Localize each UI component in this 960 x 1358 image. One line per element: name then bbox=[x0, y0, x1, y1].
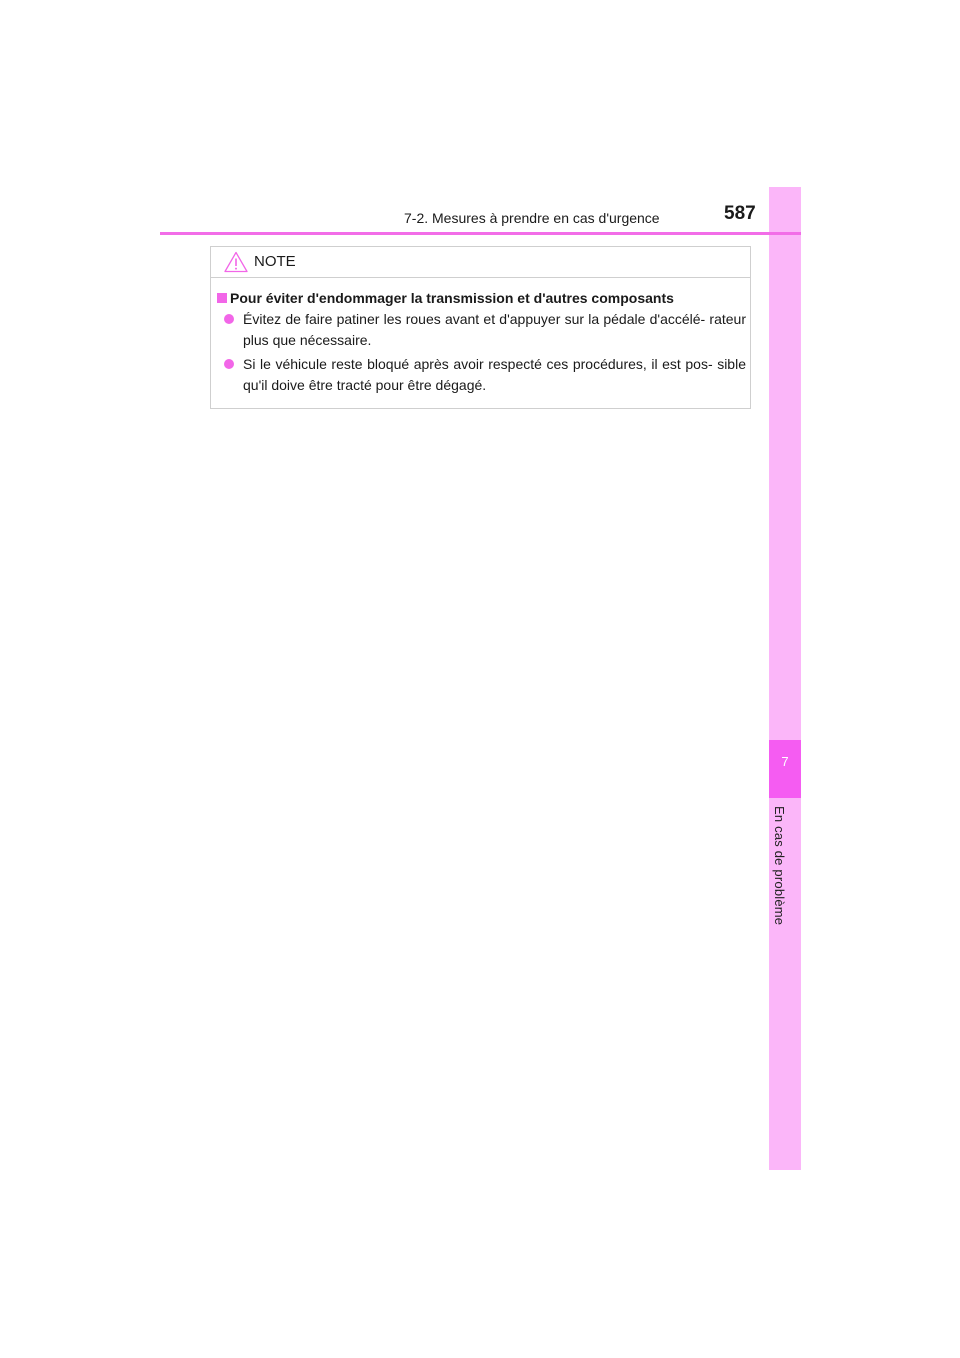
square-bullet-icon bbox=[217, 293, 227, 303]
header-rule bbox=[160, 232, 801, 235]
list-item-text: Si le véhicule reste bloqué après avoir respecté ces procédures, il est pos- sible qu'il doive être tracté pour être dégagé. bbox=[243, 356, 746, 393]
section-heading bbox=[217, 290, 674, 306]
list-item bbox=[224, 354, 746, 396]
list-item-text: Évitez de faire patiner les roues avant et d'appuyer sur la pédale d'accélé- rateur plus que nécessaire. bbox=[243, 311, 746, 348]
bullet-dot-icon bbox=[224, 359, 234, 369]
list-item bbox=[224, 309, 746, 351]
note-title: NOTE bbox=[254, 253, 296, 270]
header-title: 7-2. Mesures à prendre en cas d'urgence bbox=[404, 210, 660, 226]
page-number: 587 bbox=[724, 203, 756, 224]
note-header bbox=[211, 247, 750, 278]
note-box bbox=[210, 246, 751, 409]
section-heading-text: Pour éviter d'endommager la transmission et d'autres composants bbox=[230, 290, 674, 306]
bullet-dot-icon bbox=[224, 314, 234, 324]
chapter-number: 7 bbox=[781, 754, 789, 769]
chapter-marker bbox=[769, 740, 801, 798]
chapter-label: En cas de problème bbox=[772, 806, 787, 926]
warning-triangle-icon bbox=[224, 251, 248, 273]
side-tab bbox=[769, 187, 801, 1170]
